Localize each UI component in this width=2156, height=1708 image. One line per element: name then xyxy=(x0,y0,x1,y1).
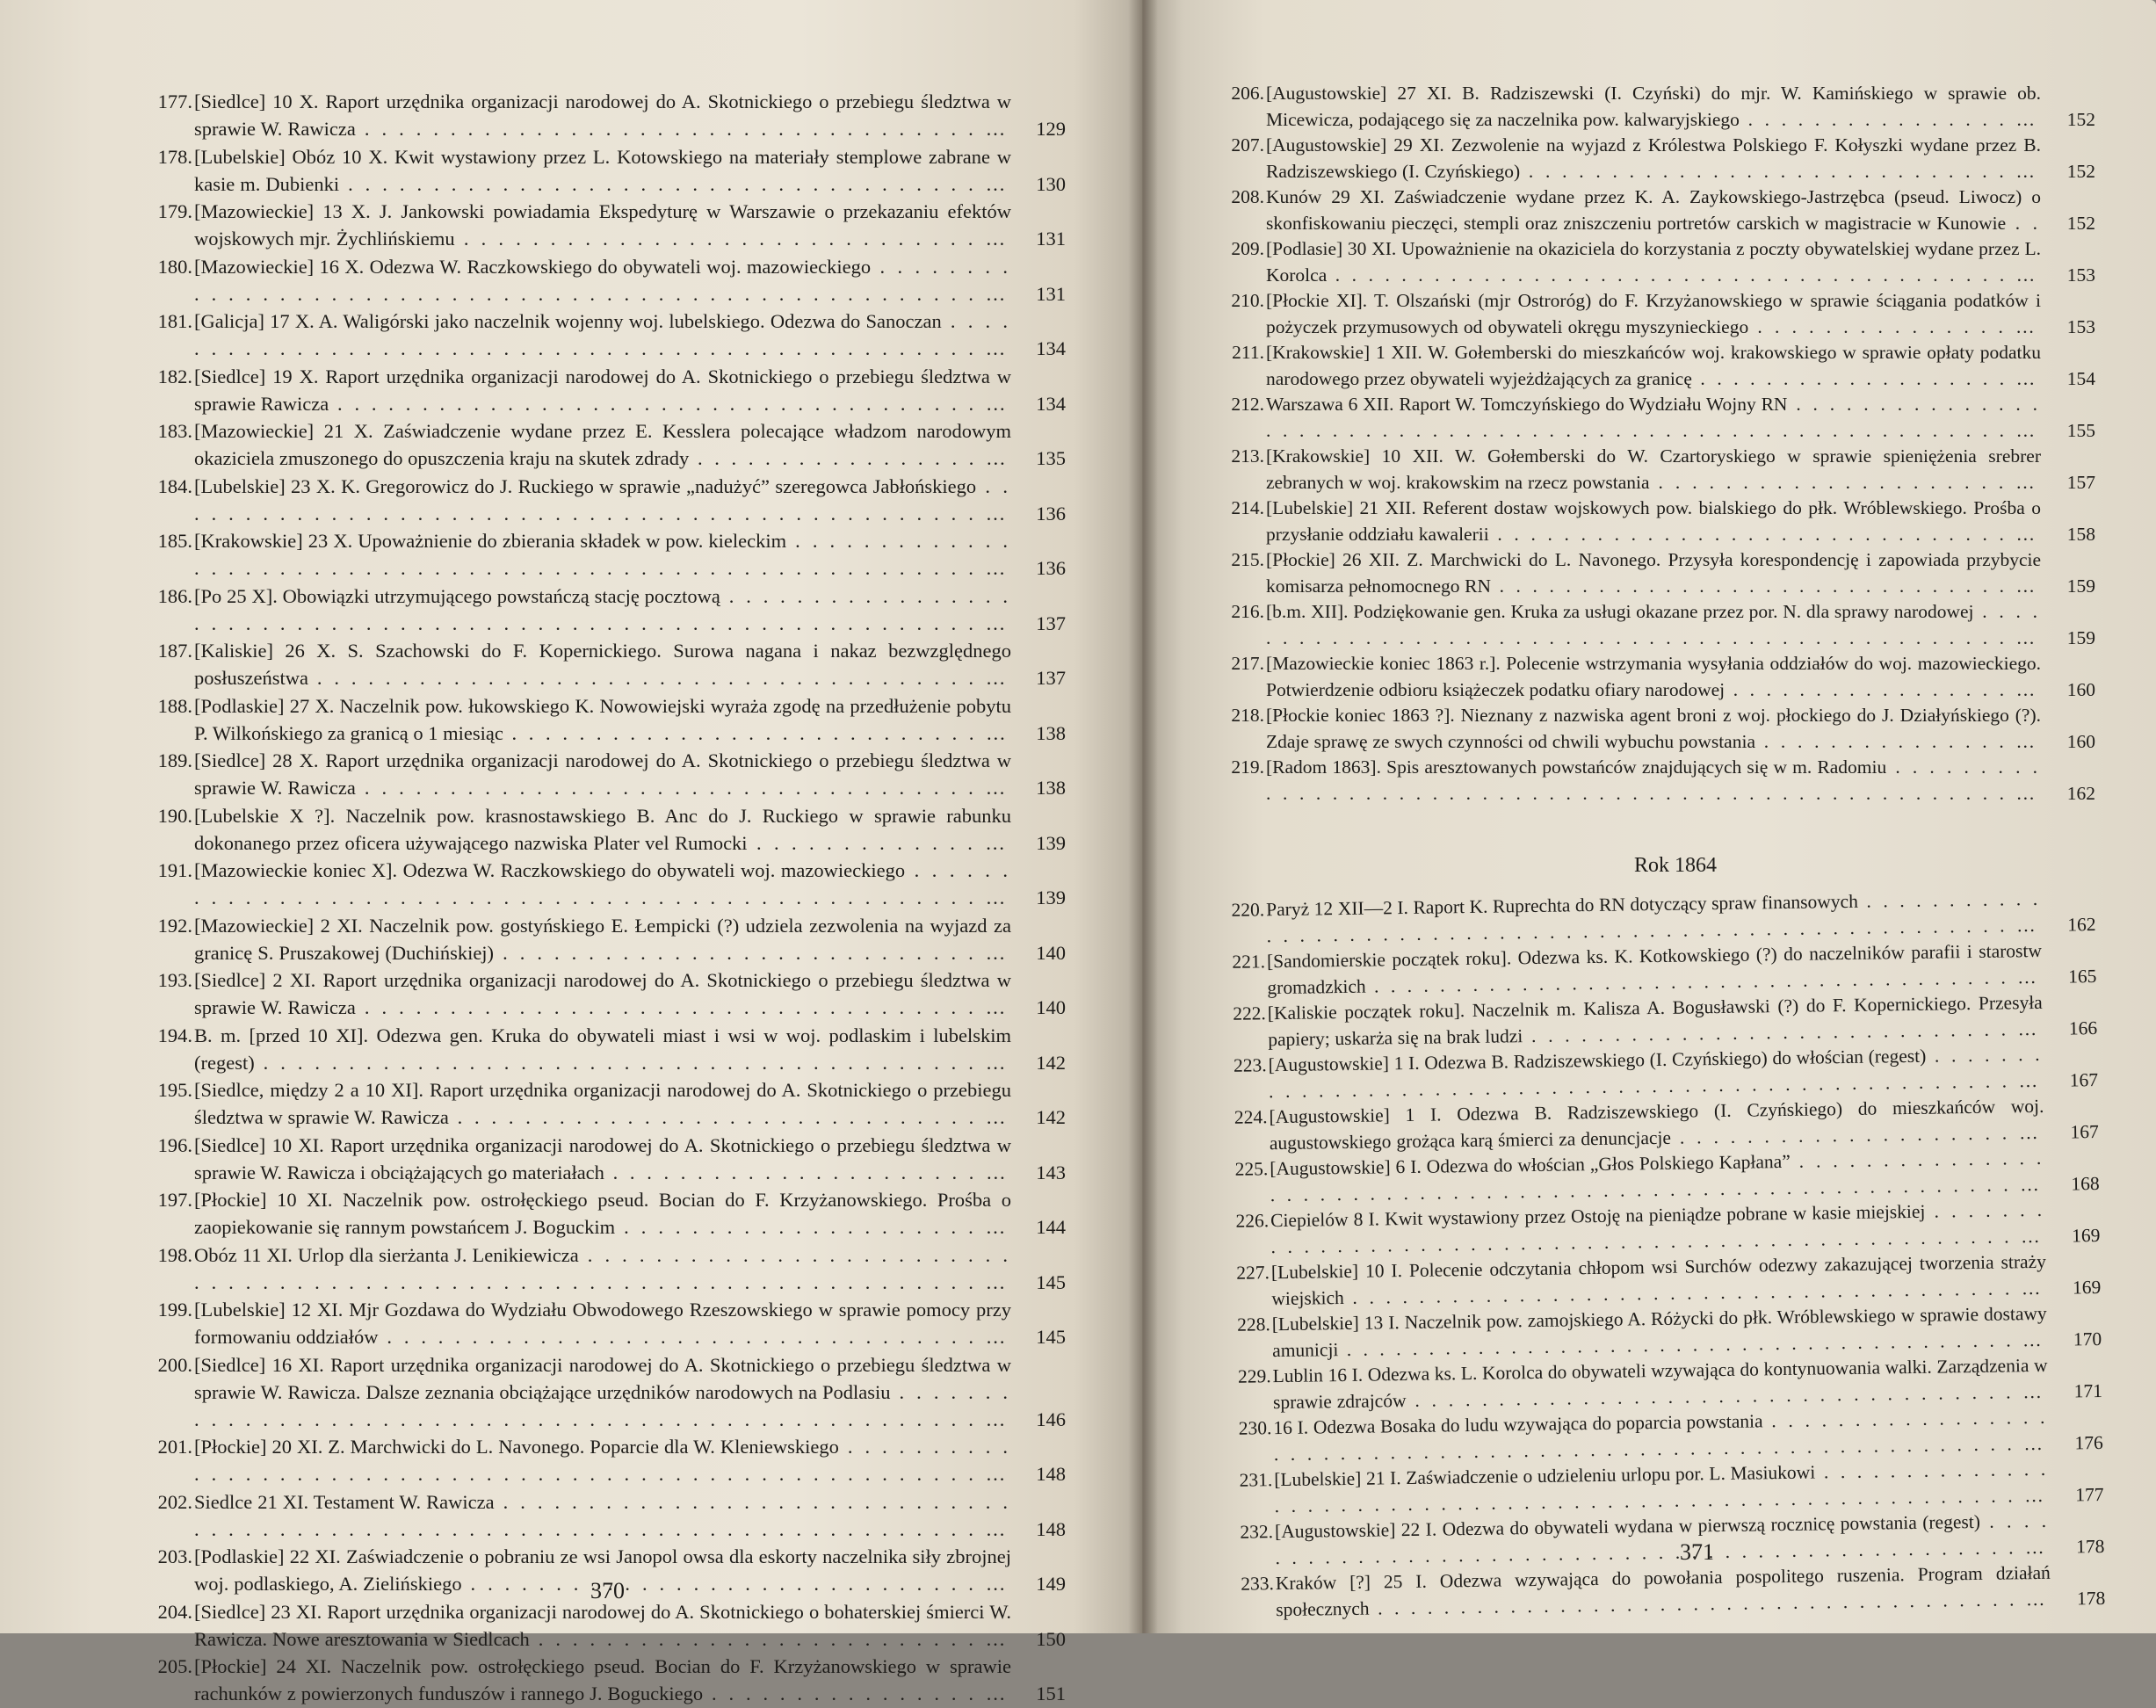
entry-page-number: 160 xyxy=(2066,730,2095,752)
entry-text: [Krakowskie] 23 X. Upoważnienie do zbierania składek w pow. kieleckim . . . xyxy=(194,530,1011,582)
entry-text: [Siedlce] 2 XI. Raport urzędnika organizacji narodowej do A. Skotnickiego o przebiegu śledztwa w sprawie W. Rawicza . . . xyxy=(194,969,1011,1021)
entry-page-number: 159 xyxy=(2066,626,2095,648)
table-of-contents-right-1863 xyxy=(1217,81,2095,807)
entry-number: 182. xyxy=(157,365,192,387)
entry-number: 201. xyxy=(157,1436,192,1458)
list-item xyxy=(145,417,1066,472)
entry-text: [Augustowskie] 1 I. Odezwa B. Radziszewskiego (I. Czyńskiego) do mieszkańców woj. augustowskiego grożąca karą śmierci za denuncjacje . . . xyxy=(1269,1096,2044,1156)
entry-text: [Sandomierskie początek roku]. Odezwa ks. K. Kotkowskiego (?) do naczelników parafii i starostw gromadzkich . . . xyxy=(1267,940,2043,1001)
entry-text: [Kaliskie początek roku]. Naczelnik m. Kalisza A. Bogusławski (?) do F. Kopernickiego. Przesyła papiery; uskarża się na brak ludzi . . . xyxy=(1268,992,2044,1053)
entry-text-wrap xyxy=(194,1022,1011,1076)
entry-text-wrap xyxy=(194,1186,1011,1241)
entry-page-number: 138 xyxy=(1036,777,1066,799)
entry-page-number: 165 xyxy=(2067,965,2097,987)
entry-page-number: 145 xyxy=(1036,1326,1066,1348)
entry-text-wrap xyxy=(194,1076,1011,1131)
entry-text: [Galicja] 17 X. A. Waligórski jako naczelnik wojenny woj. lubelskiego. Odezwa do Sanoczan . . . xyxy=(194,310,1011,362)
list-item xyxy=(145,1132,1066,1186)
entry-page-number: 136 xyxy=(1036,557,1066,579)
entry-number: 181. xyxy=(157,310,192,332)
entry-number: 231. xyxy=(1239,1469,1273,1491)
entry-number: 194. xyxy=(157,1024,192,1046)
entry-page-number: 143 xyxy=(1036,1161,1066,1183)
list-item xyxy=(145,857,1066,911)
entry-text: [Augustowskie] 27 XI. B. Radziszewski (I. Czyński) do mjr. W. Kamińskiego w sprawie ob. Micewicza, podającego się za naczelnika pow. kalwaryjskiego . . . xyxy=(1266,83,2041,133)
entry-page-number: 171 xyxy=(2073,1379,2103,1401)
entry-number: 226. xyxy=(1235,1210,1270,1232)
entry-number: 216. xyxy=(1231,601,1264,622)
entry-page-number: 144 xyxy=(1036,1216,1066,1238)
entry-text: [Płockie] 24 XI. Naczelnik pow. ostrołęckiego pseud. Bocian do F. Krzyżanowskiego w sprawie rachunków z powierzonych funduszów i rannego J. Boguckiego . . . xyxy=(194,1655,1011,1707)
entry-number: 205. xyxy=(157,1655,192,1677)
entry-text-wrap xyxy=(194,417,1011,472)
entry-number: 224. xyxy=(1234,1106,1268,1128)
entry-text: [Mazowieckie] 16 X. Odezwa W. Raczkowskiego do obywateli woj. mazowieckiego . . . xyxy=(194,256,1011,308)
entry-text: [Podlaskie] 27 X. Naczelnik pow. łukowskiego K. Nowowiejski wyraża zgodę na przedłużenie pobytu P. Wilkońskiego za granicą o 1 miesiąc . . . xyxy=(194,695,1011,747)
entry-text-wrap xyxy=(1266,599,2041,651)
entry-text: [Mazowieckie] 13 X. J. Jankowski powiadamia Ekspedyturę w Warszawie o przekazaniu efektów wojskowych mjr. Żychlińskiemu . . . xyxy=(194,200,1011,252)
entry-text: [Lubelskie] 21 I. Zaświadczenie o udzieleniu urlopu por. L. Masiukowi . . . xyxy=(1274,1458,2050,1519)
list-item xyxy=(1217,340,2095,392)
entry-text-wrap xyxy=(194,473,1011,527)
entry-text: [Po 25 X]. Obowiązki utrzymującego powstańczą stację pocztową . . . xyxy=(194,585,1011,637)
table-of-contents-left xyxy=(145,88,1066,1708)
entry-number: 195. xyxy=(157,1079,192,1101)
list-item xyxy=(1217,288,2095,340)
entry-number: 199. xyxy=(157,1299,192,1321)
entry-page-number: 168 xyxy=(2071,1172,2100,1194)
list-item xyxy=(1217,81,2095,133)
entry-text: [Płockie] 26 XII. Z. Marchwicki do L. Navonego. Przysyła korespondencję i zapowiada przybycie komisarza pełnomocnego RN . . . xyxy=(1266,549,2041,599)
list-item xyxy=(145,1186,1066,1241)
entry-page-number: 167 xyxy=(2069,1068,2099,1090)
entry-number: 210. xyxy=(1231,290,1264,311)
entry-page-number: 154 xyxy=(2066,367,2095,389)
list-item xyxy=(145,747,1066,801)
list-item xyxy=(145,1488,1066,1543)
entry-page-number: 152 xyxy=(2066,160,2095,182)
entry-page-number: 159 xyxy=(2066,575,2095,597)
entry-number: 215. xyxy=(1231,549,1264,570)
entry-text: Kraków [?] 25 I. Odezwa wzywająca do powołania pospolitego ruszenia. Program działań społecznych . . . xyxy=(1276,1562,2051,1623)
list-item xyxy=(1217,185,2095,236)
list-item xyxy=(145,1351,1066,1433)
entry-text: [Radom 1863]. Spis aresztowanych powstańców znajdujących się w m. Radomiu . . . xyxy=(1266,756,2041,807)
entry-number: 188. xyxy=(157,694,192,717)
entry-text: [Lubelskie] Obóz 10 X. Kwit wystawiony przez L. Kotowskiego na materiały stemplowe zabrane w kasie m. Dubienki . . . xyxy=(194,146,1011,198)
entry-text-wrap xyxy=(1266,651,2041,703)
entry-text: 16 I. Odezwa Bosaka do ludu wzywająca do poparcia powstania . . . xyxy=(1273,1407,2049,1467)
list-item xyxy=(145,1241,1066,1296)
list-item xyxy=(145,912,1066,966)
entry-text: [Siedlce] 19 X. Raport urzędnika organizacji narodowej do A. Skotnickiego o przebiegu śledztwa w sprawie Rawicza . . . xyxy=(194,365,1011,417)
entry-page-number: 151 xyxy=(1036,1683,1066,1704)
entry-text: [Mazowieckie koniec X]. Odezwa W. Raczkowskiego do obywateli woj. mazowieckiego . . . xyxy=(194,859,1011,911)
entry-page-number: 178 xyxy=(2076,1587,2106,1609)
entry-number: 191. xyxy=(157,859,192,881)
page-number-right: 371 xyxy=(1680,1539,1714,1565)
entry-number: 223. xyxy=(1233,1054,1267,1076)
entry-text-wrap xyxy=(194,802,1011,857)
entry-text-wrap xyxy=(194,966,1011,1021)
list-item xyxy=(1217,444,2095,496)
entry-number: 206. xyxy=(1231,83,1264,104)
entry-text-wrap xyxy=(194,88,1011,142)
entry-number: 212. xyxy=(1231,394,1264,415)
entry-number: 233. xyxy=(1241,1573,1275,1595)
entry-text: Obóz 11 XI. Urlop dla sierżanta J. Lenikiewicza . . . xyxy=(194,1244,1011,1296)
list-item xyxy=(145,473,1066,527)
entry-text-wrap xyxy=(194,583,1011,637)
entry-number: 208. xyxy=(1231,186,1264,207)
entry-text: Paryż 12 XII—2 I. Raport K. Ruprechta do RN dotyczący spraw finansowych . . . xyxy=(1266,888,2042,949)
entry-page-number: 166 xyxy=(2068,1017,2098,1039)
list-item xyxy=(145,1653,1066,1707)
entry-page-number: 162 xyxy=(2066,782,2095,804)
entry-text: [Kaliskie] 26 X. S. Szachowski do F. Kopernickiego. Surowa nagana i nakaz bezwzględnego posłuszeństwa . . . xyxy=(194,640,1011,691)
entry-page-number: 153 xyxy=(2066,264,2095,286)
entry-text: [Płockie XI]. T. Olszański (mjr Ostroróg) do F. Krzyżanowskiego w sprawie ściągania podatków i pożyczek przymusowych od obywateli okręgu myszynieckiego . . . xyxy=(1266,290,2041,340)
entry-text-wrap xyxy=(1266,703,2041,755)
entry-number: 207. xyxy=(1231,134,1264,156)
entry-page-number: 145 xyxy=(1036,1270,1066,1293)
entry-text: [Krakowskie] 10 XII. W. Gołemberski do W. Czartoryskiego w sprawie spieniężenia srebrer zebranych w woj. krakowskim na rzecz powstania . . . xyxy=(1266,445,2041,496)
list-item xyxy=(145,527,1066,582)
list-item xyxy=(145,1598,1066,1653)
list-item xyxy=(145,143,1066,198)
entry-page-number: 162 xyxy=(2067,913,2096,935)
entry-page-number: 158 xyxy=(2066,523,2095,545)
list-item xyxy=(145,363,1066,417)
entry-number: 197. xyxy=(157,1189,192,1211)
list-item xyxy=(145,583,1066,637)
entry-text-wrap xyxy=(1266,547,2041,599)
entry-number: 189. xyxy=(157,749,192,771)
entry-text: [Augustowskie] 1 I. Odezwa B. Radziszewskiego (I. Czyńskiego) do włościan (regest) . . . xyxy=(1268,1044,2044,1104)
entry-text: [Siedlce] 23 XI. Raport urzędnika organizacji narodowej do A. Skotnickiego o bohaterskiej śmierci W. Rawicza. Nowe aresztowania w Siedlcach . . . xyxy=(194,1601,1011,1653)
entry-text: [Płockie koniec 1863 ?]. Nieznany z nazwiska agent broni z woj. płockiego do J. Działyńskiego (?). Zdaje sprawę ze swych czynności od chwili wybuchu powstania . . . xyxy=(1266,705,2041,755)
entry-number: 232. xyxy=(1240,1521,1274,1543)
entry-text: [Augustowskie] 29 XI. Zezwolenie na wyjazd z Królestwa Polskiego F. Kołyszki wydane przez B. Radziszewskiego (I. Czyńskiego) . . . xyxy=(1266,134,2041,185)
entry-page-number: 169 xyxy=(2072,1276,2102,1298)
entry-number: 222. xyxy=(1233,1002,1267,1024)
entry-page-number: 129 xyxy=(1036,118,1066,140)
entry-text-wrap xyxy=(194,1433,1011,1487)
entry-text-wrap xyxy=(194,912,1011,966)
entry-number: 221. xyxy=(1232,951,1266,973)
entry-text-wrap xyxy=(1266,81,2041,133)
list-item xyxy=(145,1296,1066,1350)
entry-number: 190. xyxy=(157,804,192,827)
entry-number: 200. xyxy=(157,1353,192,1376)
entry-page-number: 140 xyxy=(1036,996,1066,1018)
entry-number: 209. xyxy=(1231,238,1264,259)
entry-number: 227. xyxy=(1236,1262,1270,1284)
entry-page-number: 137 xyxy=(1036,667,1066,689)
entry-page-number: 134 xyxy=(1036,337,1066,359)
entry-text: [Lubelskie] 21 XII. Referent dostaw wojskowych pow. bialskiego do płk. Wróblewskiego. Prośba o przysłanie oddziału kawalerii . . . xyxy=(1266,497,2041,547)
list-item xyxy=(145,1022,1066,1076)
list-item xyxy=(145,1076,1066,1131)
list-item xyxy=(1226,1560,2106,1624)
entry-text-wrap xyxy=(194,1351,1011,1433)
entry-number: 218. xyxy=(1231,705,1264,726)
entry-text: [Podlasie] 30 XI. Upoważnienie na okaziciela do korzystania z poczty obywatelskiej wydane przez L. Korolca . . . xyxy=(1266,238,2041,288)
entry-text-wrap xyxy=(1276,1560,2051,1623)
entry-text-wrap xyxy=(194,1488,1011,1543)
entry-page-number: 146 xyxy=(1036,1408,1066,1430)
entry-number: 192. xyxy=(157,914,192,937)
entry-text-wrap xyxy=(194,747,1011,801)
entry-number: 219. xyxy=(1231,756,1264,778)
entry-text: [Mazowieckie] 21 X. Zaświadczenie wydane przez E. Kesslera polecające władzom narodowym okaziciela zmuszonego do opuszczenia kraju na skutek zdrady . . . xyxy=(194,420,1011,472)
entry-page-number: 148 xyxy=(1036,1463,1066,1485)
entry-text-wrap xyxy=(194,692,1011,747)
entry-page-number: 157 xyxy=(2066,471,2095,493)
list-item xyxy=(1217,392,2095,444)
entry-text-wrap xyxy=(194,527,1011,582)
list-item xyxy=(1217,547,2095,599)
entry-text: Ciepielów 8 I. Kwit wystawiony przez Ostoję na pieniądze pobrane w kasie miejskiej . . . xyxy=(1270,1199,2046,1260)
entry-text-wrap xyxy=(194,1241,1011,1296)
entry-page-number: 142 xyxy=(1036,1051,1066,1074)
list-item xyxy=(145,253,1066,308)
entry-number: 179. xyxy=(157,200,192,222)
entry-page-number: 138 xyxy=(1036,721,1066,744)
entry-text-wrap xyxy=(1266,185,2041,236)
entry-number: 202. xyxy=(157,1490,192,1513)
entry-text: [Lubelskie] 12 XI. Mjr Gozdawa do Wydziału Obwodowego Rzeszowskiego w sprawie pomocy przy formowaniu oddziałów . . . xyxy=(194,1299,1011,1350)
entry-page-number: 167 xyxy=(2070,1120,2099,1142)
entry-number: 211. xyxy=(1232,342,1264,363)
entry-number: 196. xyxy=(157,1133,192,1156)
entry-page-number: 134 xyxy=(1036,392,1066,415)
list-item xyxy=(145,1433,1066,1487)
entry-text-wrap xyxy=(194,1598,1011,1653)
list-item xyxy=(145,637,1066,691)
entry-page-number: 130 xyxy=(1036,172,1066,195)
entry-number: 217. xyxy=(1231,653,1264,674)
entry-number: 184. xyxy=(157,474,192,497)
entry-text: [Mazowieckie koniec 1863 r.]. Polecenie wstrzymania wysyłania oddziałów do woj. mazowieckiego. Potwierdzenie odbioru książeczek podatku ofiary narodowej . . . xyxy=(1266,653,2041,703)
entry-number: 228. xyxy=(1236,1314,1270,1335)
entry-text: [Siedlce] 16 XI. Raport urzędnika organizacji narodowej do A. Skotnickiego o przebiegu śledztwa w sprawie W. Rawicza. Dalsze zeznania obciążające urzędników narodowych na Podlasiu . . . xyxy=(194,1354,1011,1433)
entry-text: [Mazowieckie] 2 XI. Naczelnik pow. gostyńskiego E. Łempicki (?) udziela zezwolenia na wyjazd za granicę S. Pruszakowej (Duchińskiej) . . . xyxy=(194,915,1011,966)
entry-text: [Augustowskie] 22 I. Odezwa do obywateli wydana w pierwszą rocznicę powstania (regest) . . . xyxy=(1275,1510,2051,1571)
entry-page-number: 131 xyxy=(1036,282,1066,305)
entry-number: 230. xyxy=(1238,1417,1272,1439)
list-item xyxy=(145,308,1066,362)
entry-text: [Płockie] 20 XI. Z. Marchwicki do L. Navonego. Poparcie dla W. Kleniewskiego . . . xyxy=(194,1436,1011,1487)
entry-page-number: 131 xyxy=(1036,228,1066,250)
entry-text-wrap xyxy=(194,1296,1011,1350)
entry-text: [Podlaskie] 22 XI. Zaświadczenie o pobraniu ze wsi Janopol owsa dla eskorty naczelnika siły zbrojnej woj. podlaskiego, A. Zielińskiego . . . xyxy=(194,1545,1011,1597)
entry-text: [Siedlce] 10 X. Raport urzędnika organizacji narodowej do A. Skotnickiego o przebiegu śledztwa w sprawie W. Rawicza . . . xyxy=(194,90,1011,142)
entry-text: [Krakowskie] 1 XII. W. Gołemberski do mieszkańców woj. krakowskiego w sprawie opłaty podatku narodowego przez obywateli wyjeżdżających za granicę . . . xyxy=(1266,342,2041,392)
entry-number: 193. xyxy=(157,969,192,991)
entry-text: [Płockie] 10 XI. Naczelnik pow. ostrołęckiego pseud. Bocian do F. Krzyżanowskiego. Prośba o zaopiekowanie się rannym powstańcem J. Boguckim . . . xyxy=(194,1189,1011,1241)
entry-number: 214. xyxy=(1231,497,1264,518)
entry-text: [Lubelskie] 10 I. Polecenie odczytania chłopom wsi Surchów odezwy zakazującej tworzenia straży wiejskich . . . xyxy=(1271,1251,2047,1312)
entry-page-number: 150 xyxy=(1036,1627,1066,1650)
entry-text: Warszawa 6 XII. Raport W. Tomczyńskiego do Wydziału Wojny RN . . . xyxy=(1266,394,2041,444)
entry-text-wrap xyxy=(1266,133,2041,185)
entry-text: [Lubelskie] 23 X. K. Gregorowicz do J. Ruckiego w sprawie „nadużyć” szeregowca Jabłońskiego . . . xyxy=(194,475,1011,527)
entry-text-wrap xyxy=(194,308,1011,362)
entry-text: [b.m. XII]. Podziękowanie gen. Kruka za usługi okazane przez por. N. dla sprawy narodowej . . . xyxy=(1266,601,2041,651)
entry-number: 178. xyxy=(157,145,192,168)
list-item xyxy=(145,88,1066,142)
list-item xyxy=(1217,755,2095,807)
entry-number: 203. xyxy=(157,1545,192,1567)
entry-text-wrap xyxy=(1266,340,2041,392)
entry-text: [Siedlce] 28 X. Raport urzędnika organizacji narodowej do A. Skotnickiego o przebiegu śledztwa w sprawie W. Rawicza . . . xyxy=(194,749,1011,801)
list-item xyxy=(1217,651,2095,703)
page-number-left: 370 xyxy=(590,1578,625,1603)
entry-text: B. m. [przed 10 XI]. Odezwa gen. Kruka do obywateli miast i wsi w woj. podlaskim i lubelskim (regest) . . . xyxy=(194,1024,1011,1076)
right-page xyxy=(1142,0,2156,1633)
entry-page-number: 177 xyxy=(2075,1483,2104,1505)
entry-page-number: 152 xyxy=(2066,212,2095,234)
entry-text-wrap xyxy=(1266,288,2041,340)
entry-text-wrap xyxy=(1266,392,2041,444)
entry-text: Lublin 16 I. Odezwa ks. L. Korolca do obywateli wzywająca do kontynuowania walki. Zarządzenia w sprawie zdrajców . . . xyxy=(1272,1355,2048,1415)
entry-page-number: 135 xyxy=(1036,447,1066,469)
entry-number: 220. xyxy=(1231,899,1265,921)
entry-number: 180. xyxy=(157,255,192,278)
entry-number: 186. xyxy=(157,584,192,607)
list-item xyxy=(1217,133,2095,185)
entry-text: [Siedlce] 10 XI. Raport urzędnika organizacji narodowej do A. Skotnickiego o przebiegu śledztwa w sprawie W. Rawicza i obciążających go materiałach . . . xyxy=(194,1134,1011,1186)
list-item xyxy=(1217,703,2095,755)
entry-page-number: 139 xyxy=(1036,831,1066,854)
list-item xyxy=(145,966,1066,1021)
entry-page-number: 153 xyxy=(2066,315,2095,337)
list-item xyxy=(1217,236,2095,288)
entry-number: 213. xyxy=(1231,445,1264,467)
entry-page-number: 169 xyxy=(2072,1224,2101,1246)
entry-page-number: 139 xyxy=(1036,887,1066,908)
entry-text-wrap xyxy=(194,637,1011,691)
entry-page-number: 140 xyxy=(1036,941,1066,964)
entry-text: Kunów 29 XI. Zaświadczenie wydane przez K. A. Zaykowskiego-Jastrzębca (pseud. Liwocz) o skonfiskowaniu pieczęci, stempli oraz zniszczeniu portretów carskich w magistracie w Kunowie . . . xyxy=(1266,186,2041,236)
entry-text-wrap xyxy=(1266,755,2041,807)
entry-text-wrap xyxy=(194,363,1011,417)
entry-page-number: 178 xyxy=(2075,1535,2105,1557)
entry-text-wrap xyxy=(194,1653,1011,1707)
entry-number: 198. xyxy=(157,1243,192,1266)
entry-page-number: 170 xyxy=(2073,1328,2102,1350)
entry-text: [Siedlce, między 2 a 10 XI]. Raport urzędnika organizacji narodowej do A. Skotnickiego o przebiegu śledztwa w sprawie W. Rawicza . . . xyxy=(194,1079,1011,1131)
entry-text: [Augustowskie] 6 I. Odezwa do włościan „Głos Polskiego Kapłana” . . . xyxy=(1270,1147,2045,1208)
entry-number: 187. xyxy=(157,640,192,662)
entry-text-wrap xyxy=(194,198,1011,252)
entry-text-wrap xyxy=(1266,444,2041,496)
list-item xyxy=(145,802,1066,857)
entry-text: Siedlce 21 XI. Testament W. Rawicza . . . xyxy=(194,1491,1011,1543)
entry-page-number: 176 xyxy=(2074,1431,2103,1453)
entry-page-number: 142 xyxy=(1036,1106,1066,1128)
list-item xyxy=(1217,496,2095,547)
entry-page-number: 155 xyxy=(2066,419,2095,441)
book-gutter xyxy=(1128,0,1158,1633)
entry-number: 225. xyxy=(1234,1158,1269,1180)
entry-page-number: 148 xyxy=(1036,1517,1066,1540)
entry-number: 204. xyxy=(157,1600,192,1623)
list-item xyxy=(145,198,1066,252)
entry-text-wrap xyxy=(194,1132,1011,1186)
entry-text: [Lubelskie X ?]. Naczelnik pow. krasnostawskiego B. Anc do J. Ruckiego w sprawie rabunku dokonanego przez oficera używającego nazwiska Plater vel Rumocki . . . xyxy=(194,805,1011,857)
entry-page-number: 136 xyxy=(1036,502,1066,525)
entry-text-wrap xyxy=(194,143,1011,198)
entry-page-number: 160 xyxy=(2066,678,2095,700)
entry-text-wrap xyxy=(194,253,1011,308)
entry-text-wrap xyxy=(1266,496,2041,547)
entry-number: 229. xyxy=(1237,1365,1271,1387)
entry-number: 183. xyxy=(157,420,192,442)
entry-text-wrap xyxy=(194,857,1011,911)
entry-text: [Lubelskie] 13 I. Naczelnik pow. zamojskiego A. Różycki do płk. Wróblewskiego w sprawie dostawy amunicji . . . xyxy=(1272,1303,2048,1364)
entry-page-number: 149 xyxy=(1036,1573,1066,1595)
entry-page-number: 137 xyxy=(1036,612,1066,634)
entry-page-number: 152 xyxy=(2066,108,2095,130)
list-item xyxy=(145,692,1066,747)
entry-text-wrap xyxy=(1266,236,2041,288)
entry-number: 177. xyxy=(157,90,192,112)
list-item xyxy=(1217,599,2095,651)
section-title: Rok 1864 xyxy=(1634,854,1718,877)
entry-number: 185. xyxy=(157,530,192,552)
table-of-contents-right-1864 xyxy=(1217,886,2105,1624)
